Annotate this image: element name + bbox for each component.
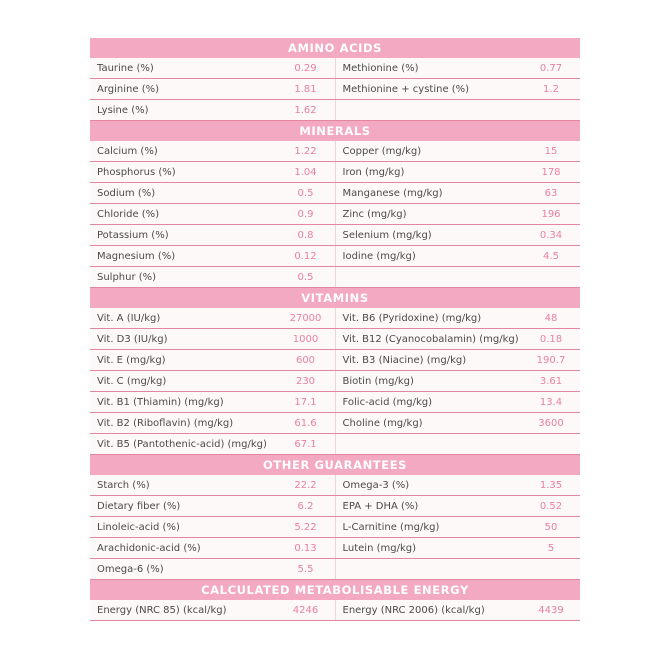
nutrient-name: Selenium (mg/kg) (342, 229, 432, 241)
nutrient-name: Linoleic-acid (%) (97, 521, 180, 533)
right-cell (336, 329, 581, 349)
nutrient-name: Calcium (%) (97, 145, 158, 157)
nutrient-value: 0.9 (297, 208, 314, 220)
nutrient-value: 196 (541, 208, 561, 220)
nutrient-name: Vit. B5 (Pantothenic-acid) (mg/kg) (97, 438, 267, 450)
left-cell (90, 246, 336, 266)
section-header: OTHER GUARANTEES (90, 455, 580, 475)
nutrient-name: Vit. E (mg/kg) (97, 354, 166, 366)
nutrient-name: Iodine (mg/kg) (342, 250, 416, 262)
left-cell (90, 517, 336, 537)
nutrient-value: 48 (544, 312, 558, 324)
right-cell (336, 162, 581, 182)
nutrient-name: Methionine + cystine (%) (342, 83, 470, 95)
nutrient-value: 4439 (538, 604, 564, 616)
table-row (90, 79, 580, 100)
right-cell (336, 600, 581, 620)
nutrient-value: 0.77 (539, 62, 563, 74)
nutrient-name: L-Carnitine (mg/kg) (342, 521, 440, 533)
left-cell (90, 58, 336, 78)
right-cell (336, 100, 581, 120)
left-cell (90, 350, 336, 370)
nutrient-name: Lutein (mg/kg) (342, 542, 417, 554)
nutrient-value: 1.04 (294, 166, 317, 178)
table-row (90, 496, 580, 517)
nutrient-value: 61.6 (294, 417, 317, 429)
table-row (90, 392, 580, 413)
nutrient-value: 0.8 (297, 229, 314, 241)
nutrient-value: 15 (544, 145, 558, 157)
left-cell (90, 559, 336, 579)
table-row (90, 162, 580, 183)
nutrient-name: EPA + DHA (%) (342, 500, 419, 512)
nutrient-value: 1.35 (539, 479, 563, 491)
nutrient-value: 0.34 (539, 229, 563, 241)
left-cell (90, 600, 336, 620)
table-row (90, 600, 580, 621)
right-cell (336, 183, 581, 203)
left-cell (90, 413, 336, 433)
nutrient-name: Manganese (mg/kg) (342, 187, 443, 199)
nutrient-value: 27000 (289, 312, 322, 324)
left-cell (90, 100, 336, 120)
table-row (90, 329, 580, 350)
nutrient-name: Biotin (mg/kg) (342, 375, 414, 387)
nutrient-name: Arginine (%) (97, 83, 159, 95)
nutrient-name: Folic-acid (mg/kg) (342, 396, 433, 408)
right-cell (336, 559, 581, 579)
left-cell (90, 267, 336, 287)
nutrient-name: Vit. B12 (Cyanocobalamin) (mg/kg) (342, 333, 519, 345)
nutrient-name: Phosphorus (%) (97, 166, 176, 178)
left-cell (90, 329, 336, 349)
section-header: MINERALS (90, 121, 580, 141)
table-row (90, 350, 580, 371)
table-row (90, 225, 580, 246)
table-row (90, 371, 580, 392)
nutrient-name: Taurine (%) (97, 62, 154, 74)
nutrient-value: 6.2 (297, 500, 314, 512)
nutrient-value: 5 (547, 542, 555, 554)
nutrient-name: Dietary fiber (%) (97, 500, 181, 512)
nutrient-value: 1.2 (543, 83, 559, 95)
table-row (90, 267, 580, 288)
nutrient-value: 5.22 (294, 521, 317, 533)
nutrient-value: 22.2 (294, 479, 317, 491)
section-header: VITAMINS (90, 288, 580, 308)
table-row (90, 434, 580, 455)
section-header: CALCULATED METABOLISABLE ENERGY (90, 580, 580, 600)
nutrient-value: 0.18 (539, 333, 563, 345)
table-row (90, 183, 580, 204)
right-cell (336, 246, 581, 266)
left-cell (90, 308, 336, 328)
nutrient-name: Energy (NRC 2006) (kcal/kg) (342, 604, 485, 616)
table-row (90, 204, 580, 225)
nutrient-value: 178 (541, 166, 561, 178)
left-cell (90, 434, 336, 454)
nutrient-name: Magnesium (%) (97, 250, 176, 262)
right-cell (336, 204, 581, 224)
nutrient-value: 1000 (292, 333, 319, 345)
nutrient-name: Vit. C (mg/kg) (97, 375, 167, 387)
nutrition-table (90, 38, 580, 621)
nutrient-value: 3.61 (539, 375, 563, 387)
nutrient-name: Vit. A (IU/kg) (97, 312, 161, 324)
left-cell (90, 141, 336, 161)
nutrient-value: 0.13 (294, 542, 317, 554)
right-cell (336, 475, 581, 495)
nutrient-name: Energy (NRC 85) (kcal/kg) (97, 604, 227, 616)
right-cell (336, 267, 581, 287)
nutrient-name: Omega-3 (%) (342, 479, 410, 491)
section-header: AMINO ACIDS (90, 38, 580, 58)
nutrient-value: 0.29 (294, 62, 317, 74)
right-cell (336, 79, 581, 99)
nutrient-name: Chloride (%) (97, 208, 160, 220)
nutrient-name: Copper (mg/kg) (342, 145, 422, 157)
nutrient-value: 50 (544, 521, 558, 533)
left-cell (90, 225, 336, 245)
table-row (90, 538, 580, 559)
nutrient-name: Lysine (%) (97, 104, 149, 116)
nutrient-name: Vit. D3 (IU/kg) (97, 333, 168, 345)
nutrient-value: 0.5 (297, 187, 314, 199)
nutrient-name: Iron (mg/kg) (342, 166, 405, 178)
nutrient-name: Sulphur (%) (97, 271, 157, 283)
left-cell (90, 496, 336, 516)
table-row (90, 246, 580, 267)
right-cell (336, 413, 581, 433)
right-cell (336, 434, 581, 454)
right-cell (336, 350, 581, 370)
left-cell (90, 538, 336, 558)
right-cell (336, 58, 581, 78)
right-cell (336, 517, 581, 537)
table-row (90, 475, 580, 496)
nutrient-value: 4.5 (543, 250, 559, 262)
nutrient-name: Vit. B3 (Niacine) (mg/kg) (342, 354, 467, 366)
nutrient-name: Potassium (%) (97, 229, 169, 241)
left-cell (90, 183, 336, 203)
nutrient-value: 230 (295, 375, 316, 387)
left-cell (90, 392, 336, 412)
nutrient-value: 3600 (538, 417, 564, 429)
right-cell (336, 392, 581, 412)
left-cell (90, 162, 336, 182)
nutrient-value: 17.1 (294, 396, 317, 408)
nutrient-value: 5.5 (297, 563, 314, 575)
left-cell (90, 371, 336, 391)
right-cell (336, 308, 581, 328)
nutrient-value: 190.7 (536, 354, 566, 366)
nutrient-name: Arachidonic-acid (%) (97, 542, 201, 554)
table-row (90, 141, 580, 162)
nutrient-name: Choline (mg/kg) (342, 417, 423, 429)
nutrient-value: 1.22 (294, 145, 317, 157)
nutrient-name: Omega-6 (%) (97, 563, 164, 575)
right-cell (336, 538, 581, 558)
nutrient-value: 0.52 (539, 500, 563, 512)
nutrient-name: Vit. B1 (Thiamin) (mg/kg) (97, 396, 224, 408)
left-cell (90, 475, 336, 495)
nutrient-name: Zinc (mg/kg) (342, 208, 407, 220)
nutrient-name: Vit. B6 (Pyridoxine) (mg/kg) (342, 312, 482, 324)
nutrient-value: 1.62 (294, 104, 317, 116)
table-row (90, 308, 580, 329)
table-row (90, 413, 580, 434)
right-cell (336, 371, 581, 391)
left-cell (90, 79, 336, 99)
nutrient-value: 600 (295, 354, 316, 366)
nutrient-value: 13.4 (539, 396, 563, 408)
nutrient-value: 1.81 (294, 83, 317, 95)
table-row (90, 100, 580, 121)
table-row (90, 58, 580, 79)
nutrient-name: Methionine (%) (342, 62, 419, 74)
right-cell (336, 225, 581, 245)
right-cell (336, 141, 581, 161)
nutrient-name: Starch (%) (97, 479, 150, 491)
nutrient-value: 67.1 (294, 438, 317, 450)
nutrient-name: Sodium (%) (97, 187, 156, 199)
nutrient-value: 4246 (292, 604, 319, 616)
right-cell (336, 496, 581, 516)
nutrient-name: Vit. B2 (Riboflavin) (mg/kg) (97, 417, 234, 429)
left-cell (90, 204, 336, 224)
table-row (90, 517, 580, 538)
table-row (90, 559, 580, 580)
nutrient-value: 0.5 (297, 271, 314, 283)
nutrient-value: 63 (544, 187, 558, 199)
nutrient-value: 0.12 (294, 250, 317, 262)
